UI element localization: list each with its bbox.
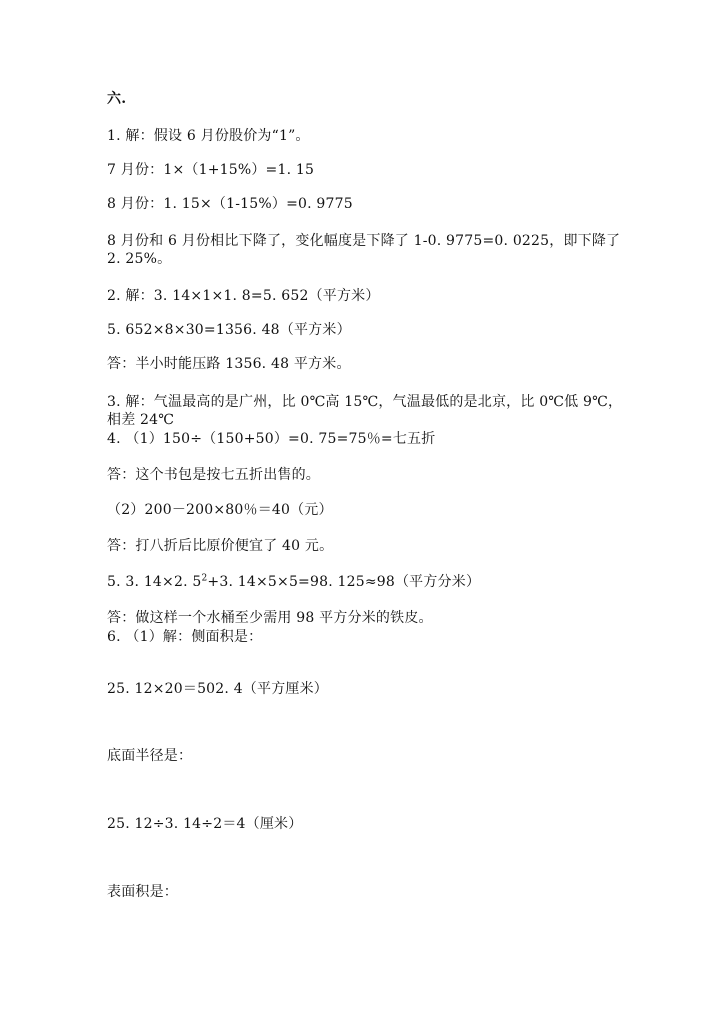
- text-line: 3. 解：气温最高的是广州，比 0℃高 15℃，气温最低的是北京，比 0℃低 9℃，: [107, 394, 623, 410]
- text-line: 5. 652×8×30=1356. 48（平方米）: [107, 322, 351, 338]
- text-line: 7 月份：1×（1+15%）=1. 15: [107, 162, 315, 178]
- text-line: 4. （1）150÷（150+50）=0. 75=75％=七五折: [107, 431, 436, 447]
- text-line: 8 月份：1. 15×（1-15%）=0. 9775: [107, 196, 353, 212]
- text-line: 2. 解：3. 14×1×1. 8=5. 652（平方米）: [107, 288, 380, 304]
- text-line: 答：做这样一个水桶至少需用 98 平方分米的铁皮。: [107, 610, 433, 626]
- text-line: 相差 24℃: [107, 412, 175, 428]
- text-line: 答：这个书包是按七五折出售的。: [107, 467, 320, 483]
- text-line: 25. 12÷3. 14÷2＝4（厘米）: [107, 816, 303, 832]
- text-line: 底面半径是：: [107, 748, 193, 764]
- text-line: 1. 解：假设 6 月份股价为“1”。: [107, 128, 310, 144]
- section-title: 六.: [107, 91, 127, 107]
- text-line-with-superscript: [107, 573, 627, 591]
- text-line: 6. （1）解：侧面积是：: [107, 629, 263, 645]
- text-line: 2. 25%。: [107, 251, 172, 267]
- text-line: （2）200－200×80％＝40（元）: [107, 502, 333, 518]
- text-line: 答：半小时能压路 1356. 48 平方米。: [107, 356, 351, 372]
- text-line: 答：打八折后比原价便宜了 40 元。: [107, 538, 334, 554]
- text-line: 表面积是：: [107, 884, 178, 900]
- formula-part: 5. 3. 14×2. 5: [107, 574, 202, 590]
- superscript: 2: [201, 573, 208, 584]
- formula-part: +3. 14×5×5=98. 125≈98（平方分米）: [207, 574, 481, 590]
- text-line: 25. 12×20＝502. 4（平方厘米）: [107, 681, 329, 697]
- text-line: 8 月份和 6 月份相比下降了，变化幅度是下降了 1-0. 9775=0. 0225，即下降了: [107, 233, 621, 249]
